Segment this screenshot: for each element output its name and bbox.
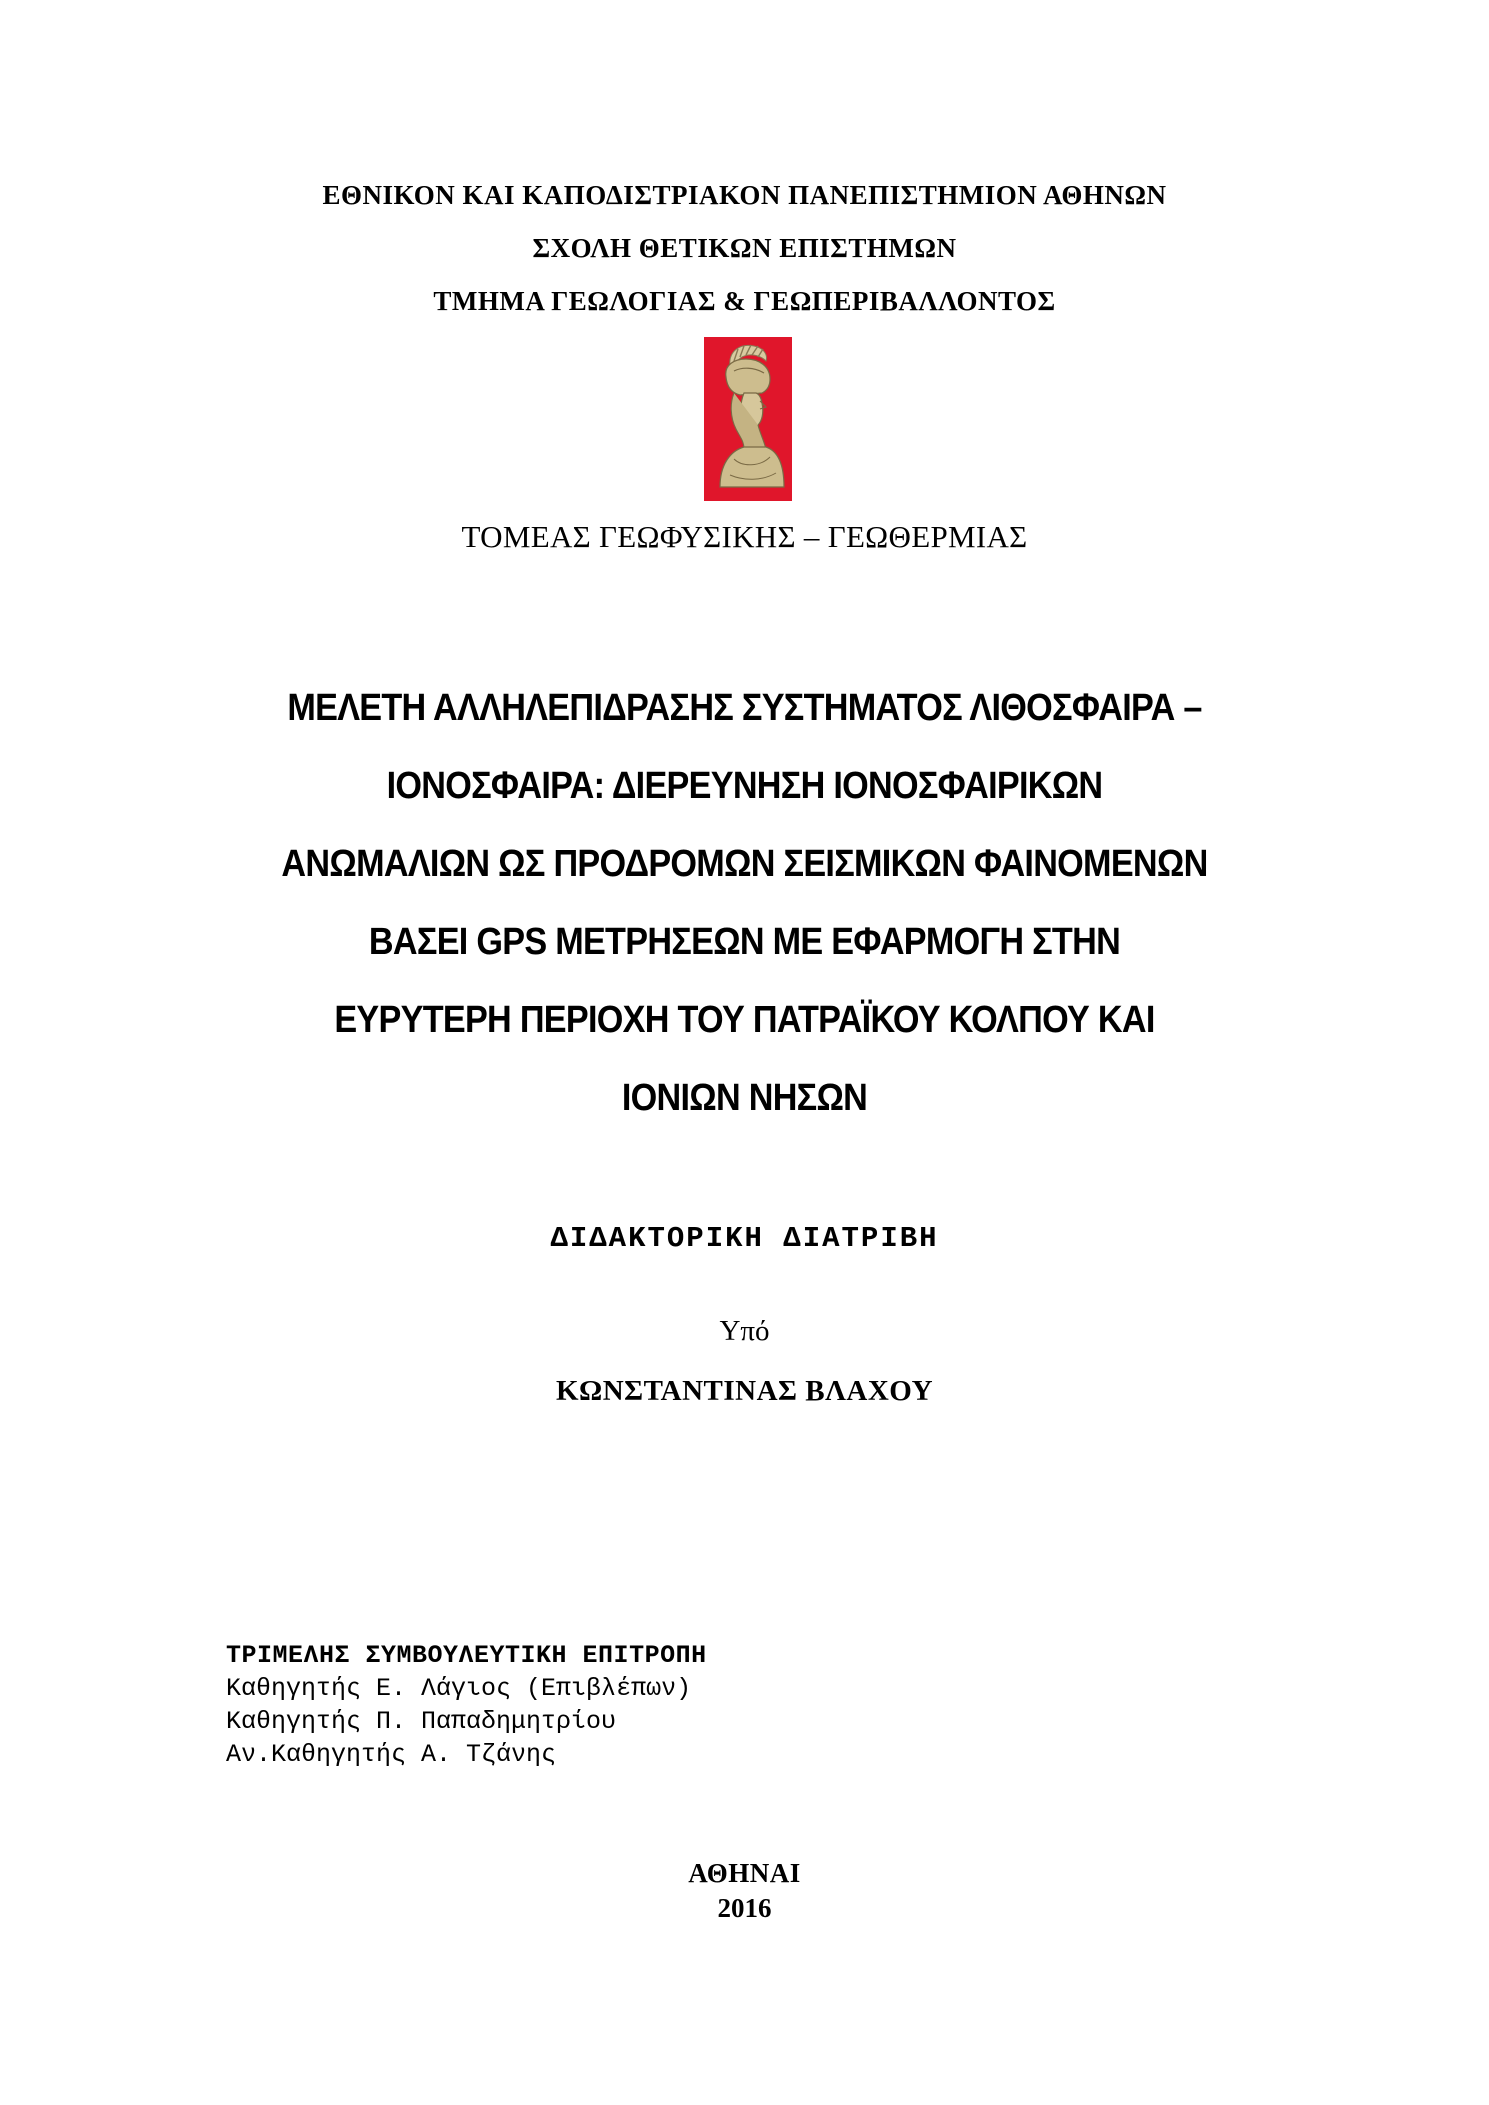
thesis-title-line: ΜΕΛΕΤΗ ΑΛΛΗΛΕΠΙΔΡΑΣΗΣ ΣΥΣΤΗΜΑΤΟΣ ΛΙΘΟΣΦΑΙΡΑ – bbox=[287, 687, 1202, 729]
thesis-title-line: ΒΑΣΕΙ GPS ΜΕΤΡΗΣΕΩΝ ΜΕ ΕΦΑΡΜΟΓΗ ΣΤΗΝ bbox=[368, 921, 1121, 963]
sector-name: ΤΟΜΕΑΣ ΓΕΩΦΥΣΙΚΗΣ – ΓΕΩΘΕΡΜΙΑΣ bbox=[461, 519, 1028, 554]
university-logo bbox=[704, 337, 792, 501]
thesis-title-line: ΙΟΝΙΩΝ ΝΗΣΩΝ bbox=[621, 1077, 868, 1119]
thesis-title-line: ΑΝΩΜΑΛΙΩΝ ΩΣ ΠΡΟΔΡΟΜΩΝ ΣΕΙΣΜΙΚΩΝ ΦΑΙΝΟΜΕΝΩΝ bbox=[281, 843, 1208, 885]
document-type: ΔΙΔΑΚΤΟΡΙΚΗ ΔΙΑΤΡΙΒΗ bbox=[550, 1222, 939, 1255]
thesis-title-line: ΙΟΝΟΣΦΑΙΡΑ: ΔΙΕΡΕΥΝΗΣΗ ΙΟΝΟΣΦΑΙΡΙΚΩΝ bbox=[386, 765, 1103, 807]
department-name: ΤΜΗΜΑ ΓΕΩΛΟΓΙΑΣ & ΓΕΩΠΕΡΙΒΑΛΛΟΝΤΟΣ bbox=[433, 286, 1056, 316]
year: 2016 bbox=[717, 1893, 772, 1923]
committee-heading: ΤΡΙΜΕΛΗΣ ΣΥΜΒΟΥΛΕΥΤΙΚΗ ΕΠΙΤΡΟΠΗ bbox=[226, 1641, 707, 1670]
committee-member: Καθηγητής Ε. Λάγιος (Επιβλέπων) bbox=[226, 1674, 692, 1703]
university-name: ΕΘΝΙΚΟΝ ΚΑΙ ΚΑΠΟΔΙΣΤΡΙΑΚΟΝ ΠΑΝΕΠΙΣΤΗΜΙΟΝ ΑΘΗΝΩΝ bbox=[322, 180, 1167, 210]
author-name: ΚΩΝΣΤΑΝΤΙΝΑΣ ΒΛΑΧΟΥ bbox=[555, 1375, 934, 1407]
by-label: Υπό bbox=[719, 1315, 770, 1347]
committee-member: Αν.Καθηγητής Α. Τζάνης bbox=[226, 1740, 557, 1769]
school-name: ΣΧΟΛΗ ΘΕΤΙΚΩΝ ΕΠΙΣΤΗΜΩΝ bbox=[532, 233, 957, 263]
place: ΑΘΗΝΑΙ bbox=[688, 1858, 801, 1888]
thesis-title-line: ΕΥΡΥΤΕΡΗ ΠΕΡΙΟΧΗ ΤΟΥ ΠΑΤΡΑΪΚΟΥ ΚΟΛΠΟΥ ΚΑΙ bbox=[334, 999, 1155, 1041]
committee-member: Καθηγητής Π. Παπαδημητρίου bbox=[226, 1707, 617, 1736]
athena-head-emblem-icon bbox=[704, 337, 792, 501]
